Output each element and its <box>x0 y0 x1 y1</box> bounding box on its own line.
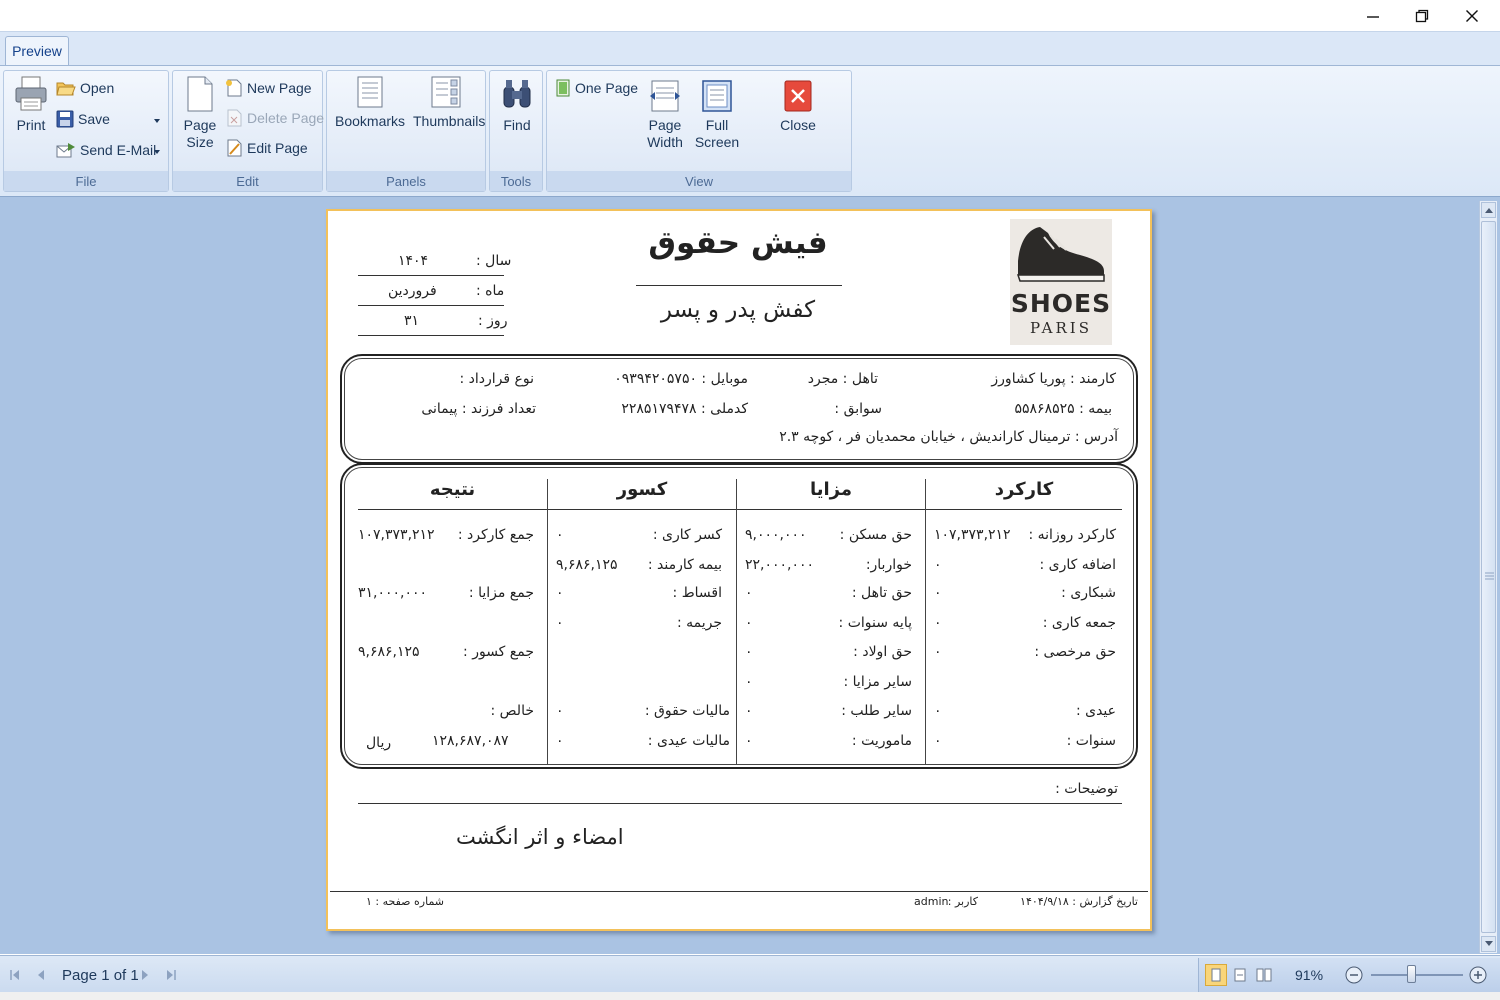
employee-name: کارمند : پوریا کشاورز <box>991 371 1116 387</box>
deduction-row-label: کسر کاری : <box>652 527 722 543</box>
national-code: کدملی : ۲۲۸۵۱۷۹۴۷۸ <box>621 401 748 417</box>
result-row-label: جمع مزایا : <box>468 585 534 601</box>
notes-underline <box>358 803 1122 804</box>
new-page-button[interactable] <box>225 77 312 99</box>
deduction-row-label: مالیات عیدی : <box>647 733 730 749</box>
chevron-down-icon <box>1485 941 1493 947</box>
close-preview-icon <box>783 79 813 113</box>
single-page-view-icon <box>1211 968 1221 982</box>
bookmarks-label: Bookmarks <box>335 113 406 129</box>
header-separator <box>358 509 1122 510</box>
one-page-button[interactable] <box>555 77 638 99</box>
group-label-file: File <box>4 171 168 191</box>
one-page-icon <box>555 79 571 97</box>
report-date: تاریخ گزارش : ۱۴۰۴/۹/۱۸ <box>1020 895 1138 908</box>
full-screen-icon <box>700 79 734 113</box>
benefit-row-value: ۹,۰۰۰,۰۰۰ <box>745 527 807 543</box>
delete-page-icon <box>225 109 243 127</box>
multi-page-view-icon <box>1256 968 1272 982</box>
save-label: Save <box>78 111 110 127</box>
deduction-row-value: ۰ <box>556 585 564 601</box>
single-page-view-button[interactable] <box>1205 964 1227 986</box>
result-row-label: جمع کسور : <box>463 644 534 660</box>
currency-label: ریال <box>366 735 392 751</box>
page-indicator: Page 1 of 1 <box>62 966 139 984</box>
title-underline <box>636 285 842 286</box>
year-underline <box>358 275 504 276</box>
zoom-in-icon <box>1469 966 1487 984</box>
thumbnails-button[interactable] <box>413 75 486 130</box>
benefit-row-label: حق مسکن : <box>839 527 912 543</box>
full-screen-label-1: Full <box>705 117 729 133</box>
open-button[interactable] <box>56 77 114 99</box>
shoes-paris-logo <box>1010 219 1112 345</box>
page-width-icon <box>648 79 682 113</box>
title-bar <box>0 0 1500 31</box>
month-label: ماه : <box>476 283 505 299</box>
scroll-down-button[interactable] <box>1481 936 1496 952</box>
page-width-button[interactable] <box>641 79 689 151</box>
send-email-button[interactable] <box>56 139 156 161</box>
user-label: کاربر : <box>947 895 978 908</box>
user-value: admin <box>914 895 949 908</box>
full-screen-label-2: Screen <box>694 134 740 150</box>
day-value: ۳۱ <box>404 313 420 329</box>
find-button[interactable] <box>494 77 540 134</box>
floppy-disk-icon <box>56 110 74 128</box>
signature-label: امضاء و اثر انگشت <box>456 825 624 849</box>
thumbnails-icon <box>430 75 462 109</box>
bookmarks-icon <box>355 75 385 109</box>
year-label: سال : <box>476 253 512 269</box>
close-window-button[interactable] <box>1448 0 1496 31</box>
benefit-row-label: ماموریت : <box>851 733 912 749</box>
minimize-button[interactable] <box>1349 0 1397 31</box>
next-page-icon <box>139 969 151 981</box>
page-width-view-button[interactable] <box>1229 964 1251 986</box>
page-width-label-2: Width <box>647 134 683 150</box>
zoom-out-icon <box>1345 966 1363 984</box>
deduction-row-value: ۰ <box>556 615 564 631</box>
employee-address: آدرس : ترمینال کاراندیش ، خیابان محمدیان فر ، کوچه ۲.۳ <box>779 429 1118 445</box>
work-history: سوابق : <box>834 401 882 417</box>
zoom-panel <box>1198 958 1500 992</box>
restore-button[interactable] <box>1398 0 1446 31</box>
edit-page-icon <box>225 139 243 157</box>
group-label-tools: Tools <box>490 171 542 191</box>
page-size-label-1: Page <box>183 117 217 133</box>
last-page-icon <box>165 969 177 981</box>
send-email-label: Send E-Mail <box>80 142 157 158</box>
first-page-button[interactable] <box>4 964 26 986</box>
binoculars-icon <box>501 77 533 113</box>
work-row-label: جمعه کاری : <box>1042 615 1116 631</box>
restore-icon <box>1415 9 1429 23</box>
work-row-label: سنوات : <box>1066 733 1116 749</box>
send-email-icon <box>56 141 76 159</box>
page-size-label-2: Size <box>186 134 214 150</box>
work-row-value: ۰ <box>934 557 942 573</box>
footer-separator <box>330 891 1148 892</box>
result-row-value: ۹,۶۸۶,۱۲۵ <box>358 644 420 660</box>
group-label-edit: Edit <box>173 171 322 191</box>
send-email-dropdown-icon[interactable] <box>154 150 160 154</box>
page-size-button[interactable] <box>177 75 223 151</box>
deduction-row-value: ۹,۶۸۶,۱۲۵ <box>556 557 618 573</box>
preview-workspace[interactable] <box>0 196 1500 954</box>
benefit-row-value: ۲۲,۰۰۰,۰۰۰ <box>745 557 815 573</box>
net-pay-label: خالص : <box>490 703 534 719</box>
benefit-row-label: پایه سنوات : <box>838 615 912 631</box>
previous-page-button[interactable] <box>30 964 52 986</box>
benefit-row-value: ۰ <box>745 615 753 631</box>
column-divider-2 <box>736 479 737 765</box>
work-row-label: کارکرد روزانه : <box>1028 527 1116 543</box>
work-row-value: ۱۰۷,۳۷۳,۲۱۲ <box>934 527 1011 543</box>
salary-table-box-inner <box>344 467 1134 765</box>
ribbon-body <box>0 65 1500 196</box>
work-row-value: ۰ <box>934 703 942 719</box>
close-preview-button[interactable] <box>773 79 823 134</box>
year-value: ۱۴۰۴ <box>398 253 429 269</box>
notes-label: توضیحات : <box>1055 781 1118 797</box>
logo-text-shoes: SHOES <box>1010 289 1112 318</box>
net-pay-value: ۱۲۸,۶۸۷,۰۸۷ <box>432 733 509 749</box>
column-header-work: کارکرد <box>994 479 1054 500</box>
benefit-row-label: سایر طلب : <box>841 703 912 719</box>
new-page-icon <box>225 79 243 97</box>
benefit-row-value: ۰ <box>745 733 753 749</box>
result-row-label: جمع کارکرد : <box>457 527 534 543</box>
zoom-level: 91% <box>1295 967 1324 983</box>
shoe-icon <box>1010 219 1112 289</box>
grip-icon <box>1483 572 1496 580</box>
zoom-slider-track[interactable] <box>1371 974 1463 976</box>
page-size-icon <box>185 75 215 113</box>
month-underline <box>358 305 504 306</box>
ribbon <box>0 31 1500 195</box>
result-row-value: ۱۰۷,۳۷۳,۲۱۲ <box>358 527 435 543</box>
print-label: Print <box>16 117 46 133</box>
bottom-strip <box>0 992 1500 1000</box>
scrollbar-thumb[interactable] <box>1481 221 1496 933</box>
company-name: کفش پدر و پسر <box>660 297 816 323</box>
delete-page-label: Delete Page <box>247 110 325 126</box>
benefit-row-label: خواربار: <box>865 557 912 573</box>
benefit-row-value: ۰ <box>745 585 753 601</box>
ribbon-group-tools <box>489 70 543 192</box>
save-dropdown-icon[interactable] <box>154 119 160 123</box>
close-preview-label: Close <box>780 117 816 133</box>
deduction-row-label: جریمه : <box>676 615 722 631</box>
zoom-out-button[interactable] <box>1343 964 1365 986</box>
column-divider-3 <box>925 479 926 765</box>
tab-preview[interactable]: Preview <box>5 36 69 65</box>
report-title: فیش حقوق <box>648 225 828 261</box>
mobile-number: موبایل : ۰۹۳۹۴۲۰۵۷۵۰ <box>614 371 748 387</box>
folder-open-icon <box>56 79 76 97</box>
vertical-scrollbar[interactable] <box>1479 201 1497 953</box>
scroll-up-button[interactable] <box>1481 202 1496 218</box>
work-row-label: عیدی : <box>1075 703 1116 719</box>
work-row-value: ۰ <box>934 644 942 660</box>
work-row-label: حق مرخصی : <box>1034 644 1116 660</box>
find-label: Find <box>503 117 531 133</box>
children-count: تعداد فرزند : پیمانی <box>421 401 536 417</box>
benefit-row-label: حق تاهل : <box>851 585 912 601</box>
benefit-row-label: سایر مزایا : <box>843 674 912 690</box>
first-page-icon <box>9 969 21 981</box>
previous-page-icon <box>35 969 47 981</box>
work-row-label: شبکاری : <box>1061 585 1116 601</box>
page-width-view-icon <box>1233 968 1247 982</box>
open-label: Open <box>80 80 115 96</box>
ribbon-group-edit <box>172 70 323 192</box>
group-label-panels: Panels <box>327 171 485 191</box>
new-page-label: New Page <box>247 80 312 96</box>
report-page <box>326 209 1152 931</box>
chevron-up-icon <box>1485 207 1493 213</box>
ribbon-group-panels <box>326 70 486 192</box>
day-underline <box>358 335 504 336</box>
benefit-row-value: ۰ <box>745 703 753 719</box>
benefit-row-label: حق اولاد : <box>853 644 912 660</box>
result-row-value: ۳۱,۰۰۰,۰۰۰ <box>358 585 428 601</box>
ribbon-group-file <box>3 70 169 192</box>
page-width-label-1: Page <box>648 117 682 133</box>
printer-icon <box>14 75 48 113</box>
benefit-row-value: ۰ <box>745 644 753 660</box>
bookmarks-button[interactable] <box>335 75 405 130</box>
edit-page-label: Edit Page <box>247 140 308 156</box>
next-page-button[interactable] <box>134 964 156 986</box>
work-row-label: اضافه کاری : <box>1039 557 1116 573</box>
work-row-value: ۰ <box>934 615 942 631</box>
close-icon <box>1465 9 1479 23</box>
deduction-row-label: اقساط : <box>672 585 722 601</box>
marital-status: تاهل : مجرد <box>807 371 878 387</box>
one-page-label: One Page <box>575 80 639 96</box>
insurance-number: بیمه : ۵۵۸۶۸۵۲۵ <box>1014 401 1112 417</box>
deduction-row-label: بیمه کارمند : <box>647 557 722 573</box>
logo-text-paris: PARIS <box>1029 319 1093 337</box>
column-header-result: نتیجه <box>429 479 476 500</box>
deduction-row-value: ۰ <box>556 703 564 719</box>
column-divider-1 <box>547 479 548 765</box>
zoom-in-button[interactable] <box>1467 964 1489 986</box>
delete-page-button[interactable] <box>225 107 324 129</box>
print-button[interactable] <box>8 75 54 134</box>
column-header-benefits: مزایا <box>809 479 853 500</box>
deduction-row-value: ۰ <box>556 733 564 749</box>
zoom-slider-thumb[interactable] <box>1407 965 1416 983</box>
ribbon-group-view <box>546 70 852 192</box>
save-button[interactable] <box>56 108 110 130</box>
contract-type: نوع قرارداد : <box>459 371 534 387</box>
day-label: روز : <box>478 313 508 329</box>
work-row-value: ۰ <box>934 585 942 601</box>
column-header-deductions: کسور <box>616 479 668 500</box>
multi-page-view-button[interactable] <box>1253 964 1275 986</box>
full-screen-button[interactable] <box>693 79 741 151</box>
last-page-button[interactable] <box>160 964 182 986</box>
deduction-row-label: مالیات حقوق : <box>644 703 730 719</box>
page-number: شماره صفحه : ۱ <box>366 895 445 908</box>
deduction-row-value: ۰ <box>556 527 564 543</box>
work-row-value: ۰ <box>934 733 942 749</box>
benefit-row-value: ۰ <box>745 674 753 690</box>
minimize-icon <box>1366 9 1380 23</box>
group-label-view: View <box>547 171 851 191</box>
edit-page-button[interactable] <box>225 137 308 159</box>
thumbnails-label: Thumbnails <box>413 113 486 129</box>
month-value: فروردین <box>388 283 437 299</box>
